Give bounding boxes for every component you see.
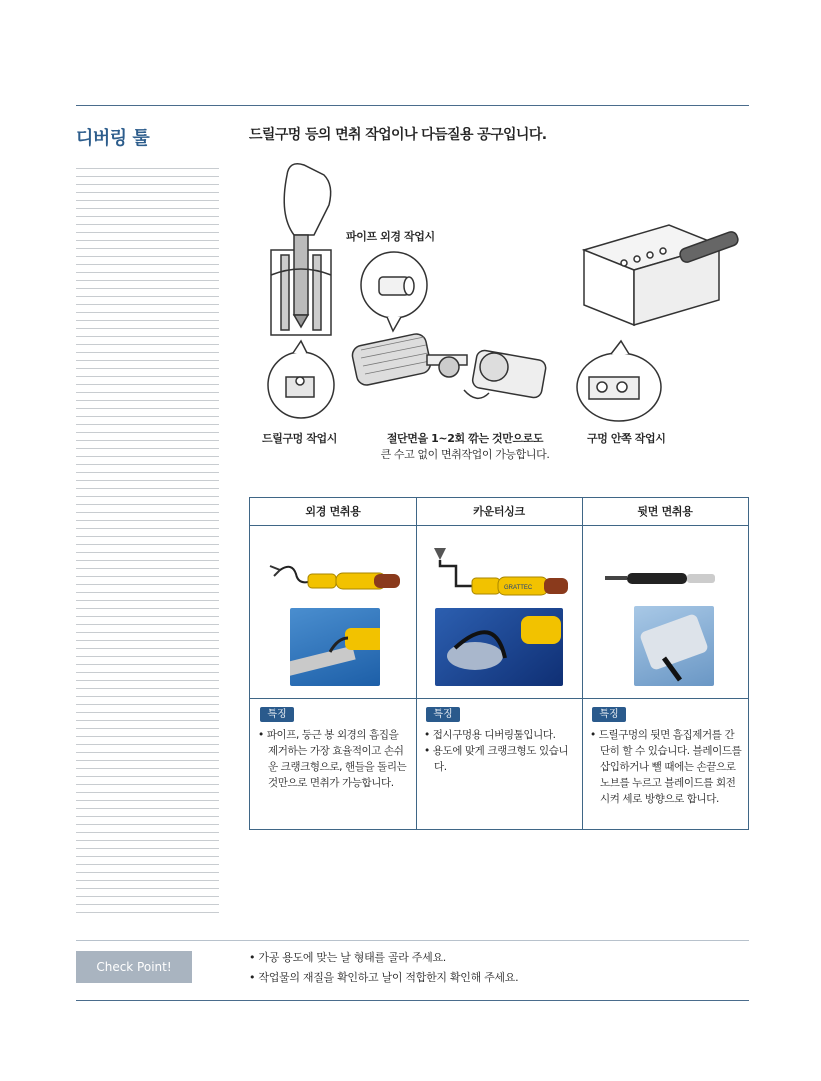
usage-illustration [249, 155, 749, 455]
footer-top-divider [76, 940, 749, 941]
row-divider [250, 698, 748, 699]
feature-badge: 특징 [426, 707, 460, 722]
product-table [249, 497, 749, 830]
outer-deburring-tool-image [266, 548, 406, 598]
hole-tool-illustration [584, 225, 740, 325]
col-header-outer: 외경 면취용 [305, 505, 361, 518]
check-tips [249, 948, 518, 988]
feature-item: • 접시구멍용 디버링툴입니다. [424, 729, 556, 741]
countersink-tool-image [432, 540, 572, 598]
features-countersink [424, 727, 574, 775]
features-outer [258, 727, 408, 791]
outer-deburring-photo [290, 608, 380, 686]
label-pipe-work: 파이프 외경 작업시 [346, 230, 435, 243]
hole-bubble [577, 341, 661, 421]
features-back [590, 727, 742, 807]
label-drill-work: 드릴구멍 작업시 [262, 432, 338, 445]
pipe-tool-illustration [351, 332, 547, 399]
hand-drill-illustration [271, 164, 331, 335]
feature-item: • 드릴구멍의 뒷면 흠집제거를 간단히 할 수 있습니다. 블레이드를 삽입하거나 뺄 때에는 손끝으로 노브를 누르고 블레이드를 회전시켜 세로 방향으로 합니다. [590, 729, 742, 805]
brand-logo: GRATTEC [504, 585, 533, 591]
drill-bubble [268, 341, 334, 418]
countersink-photo [435, 608, 563, 686]
tip-item: • 가공 용도에 맞는 날 형태를 골라 주세요. [249, 951, 446, 964]
col-header-countersink: 카운터싱크 [473, 505, 525, 518]
check-point-label: Check Point! [76, 951, 192, 983]
col-header-back: 뒷면 면취용 [637, 505, 693, 518]
bottom-divider [76, 1000, 749, 1001]
top-divider [76, 105, 749, 106]
feature-badge: 특징 [260, 707, 294, 722]
col-divider [416, 498, 417, 829]
feature-badge: 특징 [592, 707, 626, 722]
section-subtitle: 드릴구멍 등의 면취 작업이나 다듬질용 공구입니다. [249, 127, 547, 143]
label-hole-work: 구멍 안쪽 작업시 [587, 432, 666, 445]
feature-item: • 파이프, 둥근 봉 외경의 흠집을 제거하는 가장 효율적이고 손쉬운 크랭크형으로, 핸들을 돌리는 것만으로 면취가 가능합니다. [258, 729, 407, 789]
feature-item: • 용도에 맞게 크랭크형도 있습니다. [424, 745, 569, 773]
section-title: 디버링 툴 [76, 128, 150, 149]
pipe-bubble [361, 252, 427, 331]
label-cut-line2: 큰 수고 없이 면취작업이 가능합니다. [380, 448, 550, 461]
col-divider [582, 498, 583, 829]
back-deburring-photo [634, 606, 714, 686]
note-lines [76, 168, 219, 920]
tip-item: • 작업물의 재질을 확인하고 날이 적합한지 확인해 주세요. [249, 971, 519, 984]
back-deburring-tool-image [605, 568, 725, 590]
label-cut-line1: 절단면을 1~2회 깎는 것만으로도 [386, 432, 544, 445]
